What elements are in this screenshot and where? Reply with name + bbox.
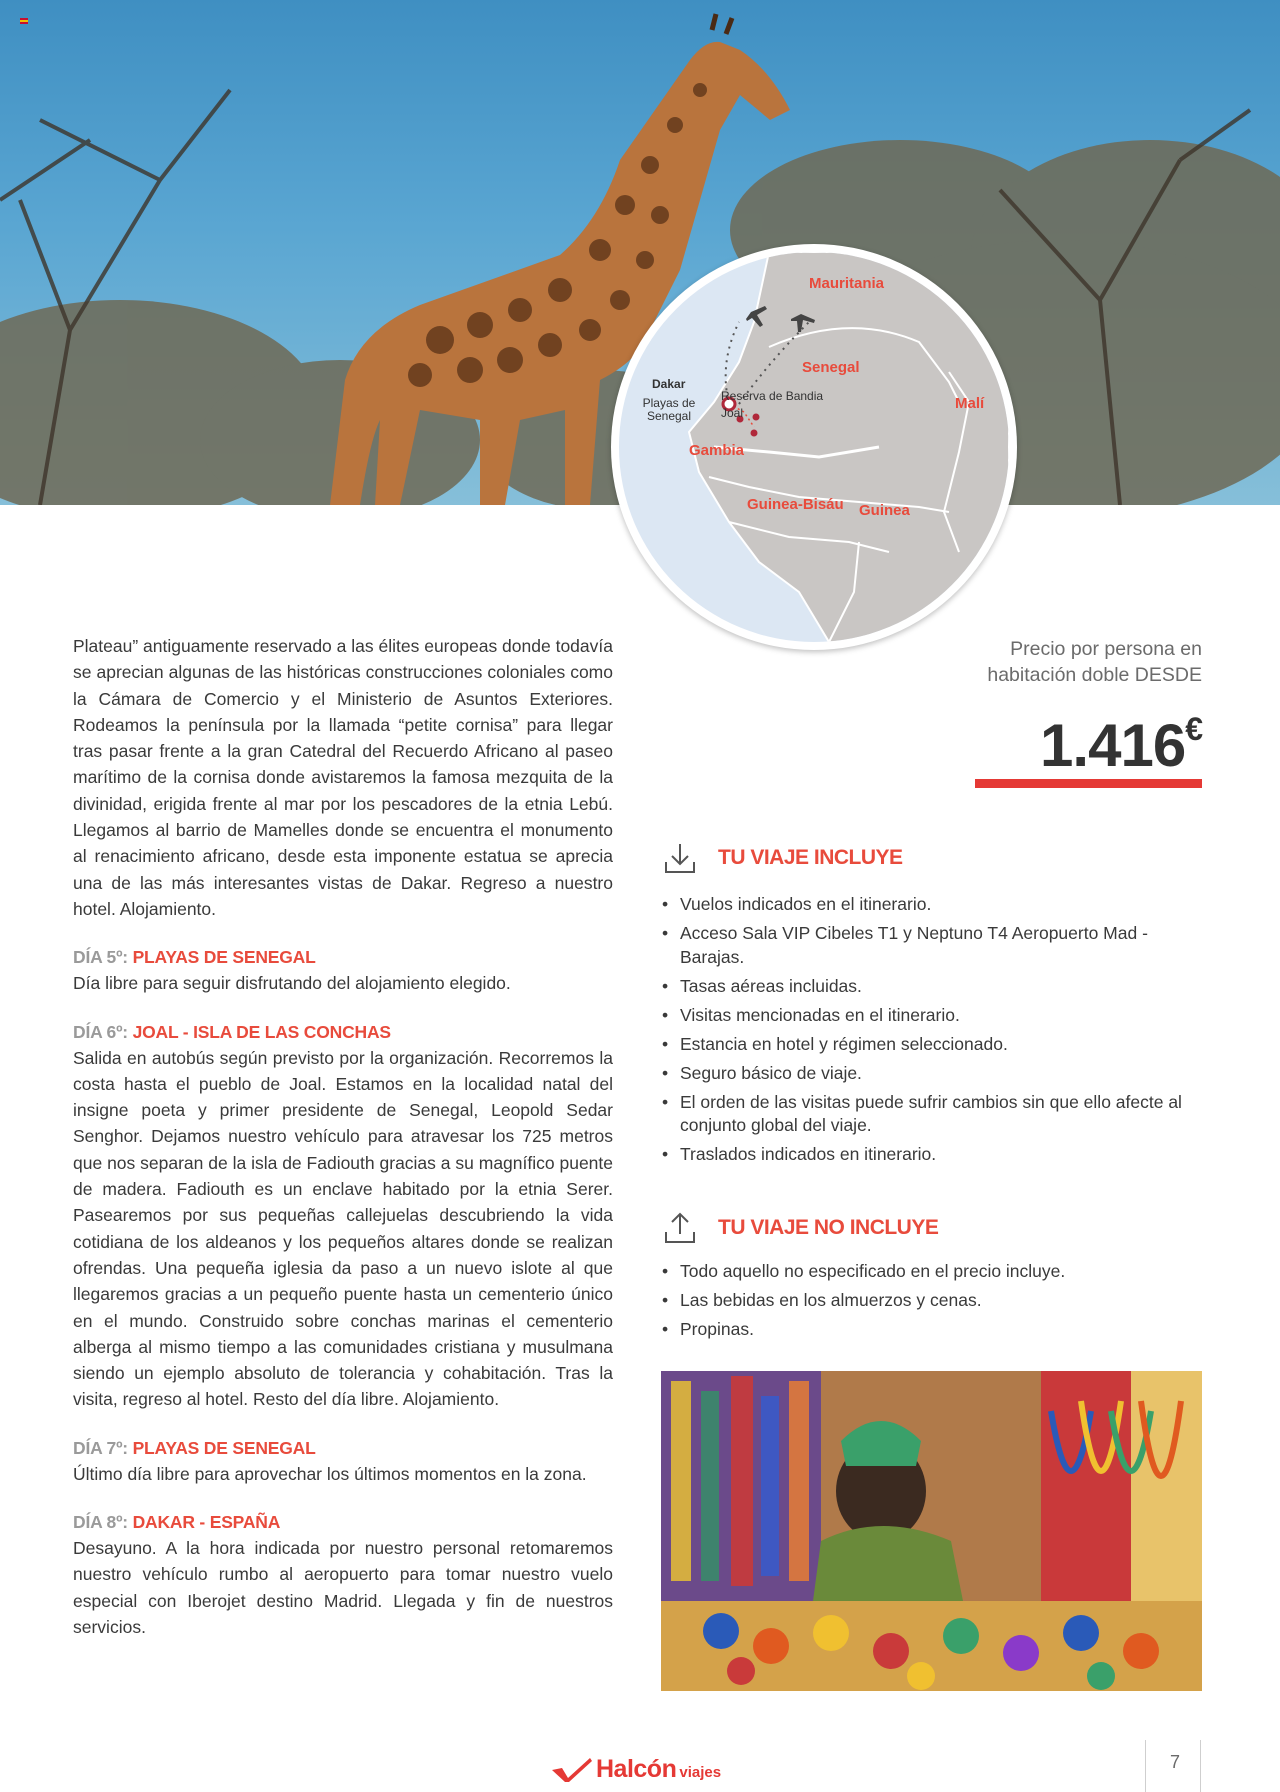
price-caption — [942, 636, 1202, 688]
price-caption-line2: habitación doble DESDE — [987, 664, 1202, 686]
includes-item: • Traslados indicados en itinerario. — [662, 1143, 1202, 1167]
price-value — [1040, 694, 1202, 781]
day-label: DÍA 8º: — [73, 1512, 128, 1533]
flag-icon — [20, 18, 28, 24]
map-city-bandia: Reserva de Bandia — [721, 389, 824, 403]
includes-item: • El orden de las visitas puede sufrir cambios sin que ello afecte al conjunto global del viaje. — [662, 1091, 1202, 1138]
halcon-logo — [552, 1755, 721, 1784]
day-text: Último día libre para aprovechar los últimos momentos en la zona. — [73, 1463, 587, 1484]
map-city-joal: Joal — [721, 406, 744, 420]
includes-title: TU VIAJE INCLUYE — [718, 846, 903, 869]
page-number: 7 — [1169, 1752, 1180, 1772]
map-label-mauritania: Mauritania — [809, 275, 885, 292]
includes-item: • Acceso Sala VIP Cibeles T1 y Neptuno T4 Aeropuerto Mad - Barajas. — [662, 922, 1202, 969]
market-photo — [661, 1371, 1202, 1691]
includes-header — [662, 840, 903, 876]
map-label-guinea: Guinea — [859, 502, 910, 519]
day-8 — [73, 1509, 613, 1640]
day-label: DÍA 5º: — [73, 947, 128, 968]
halcon-bird-icon — [552, 1758, 592, 1782]
includes-item: • Tasas aéreas incluidas. — [662, 975, 1202, 999]
market-illustration — [661, 1371, 1202, 1691]
price-amount: 1.416 — [1040, 712, 1186, 779]
includes-list — [662, 893, 1202, 1172]
map-label-senegal: Senegal — [802, 359, 860, 376]
map-label-gambia: Gambia — [689, 442, 745, 459]
route-map — [611, 244, 1017, 650]
excludes-header — [662, 1210, 938, 1246]
map-shapes — [619, 252, 1009, 642]
price-underline — [975, 779, 1202, 788]
includes-item: • Estancia en hotel y régimen seleccionado. — [662, 1033, 1202, 1057]
page-divider — [1200, 1740, 1201, 1792]
day-label: DÍA 7º: — [73, 1437, 128, 1458]
excludes-list — [662, 1260, 1202, 1347]
map-label-guinea-bissau: Guinea-Bisáu — [747, 496, 844, 513]
day-text: Día libre para seguir disfrutando del alojamiento elegido. — [73, 973, 511, 994]
day-title: PLAYAS DE SENEGAL — [132, 1437, 316, 1458]
itinerary-column — [73, 633, 613, 1640]
map-city-playas: Playas de Senegal — [642, 396, 696, 423]
day-title: JOAL - ISLA DE LAS CONCHAS — [132, 1021, 391, 1042]
day-7 — [73, 1435, 613, 1487]
logo-brand: Halcón — [596, 1755, 677, 1783]
excludes-title: TU VIAJE NO INCLUYE — [718, 1216, 939, 1239]
includes-item: • Seguro básico de viaje. — [662, 1062, 1202, 1086]
includes-item: • Visitas mencionadas en el itinerario. — [662, 1004, 1202, 1028]
day-title: PLAYAS DE SENEGAL — [132, 947, 316, 968]
day-label: DÍA 6º: — [73, 1021, 128, 1042]
upload-icon — [662, 1210, 698, 1246]
day-text: Salida en autobús según previsto por la organización. Recorremos la costa hasta el pueblo de Joal. Estamos en la localidad natal del insigne poeta y primer presidente de Senegal, Leopold Sedar Senghor. Dejamos nuestro vehículo para atravesar los 725 metros que nos separan de la isla de Fadiouth gracias a su magnífico puente de madera. Fadiouth es un enclave habitado por la etnia Serer. Pasearemos por sus pequeñas callejuelas descubriendo la vida cotidiana de los aldeanos y los pequeños altares donde se realizan ofrendas. Una pequeña iglesia da paso a un nuevo islote al que llegaremos gracias a un pequeño puente hasta un cementerio único en el mundo. Construido sobre conchas marinas el cementerio alberga al mismo tiempo a las comunidades cristiana y musulmana siendo un ejemplo absoluto de tolerancia y cohabitación. Tras la visita, regreso al hotel. Resto del día libre. Alojamiento. — [73, 1047, 613, 1410]
day-5 — [73, 944, 613, 996]
excludes-item: • Todo aquello no especificado en el precio incluye. — [662, 1260, 1202, 1284]
day-title: DAKAR - ESPAÑA — [132, 1512, 281, 1533]
excludes-item: • Propinas. — [662, 1318, 1202, 1342]
page-divider — [1145, 1740, 1146, 1792]
itinerary-intro: Plateau” antiguamente reservado a las élites europeas donde todavía se aprecian algunas de las históricas construcciones coloniales como la Cámara de Comercio y el Ministerio de Asuntos Exteriores. Rodeamos la península por la llamada “petite cornisa” para llegar tras pasar frente a la gran Catedral del Recuerdo Africano al paseo marítimo de la cornisa donde avistaremos la famosa mezquita de la divinidad, erigida frente al mar por los pescadores de la etnia Lebú. Llegamos al barrio de Mamelles donde se encuentra el monumento al renacimiento africano, desde esta imponente estatua se aprecia una de las más interesantes vistas de Dakar. Regreso a nuestro hotel. Alojamiento. — [73, 636, 613, 919]
map-label-mali: Malí — [955, 395, 985, 412]
download-icon — [662, 840, 698, 876]
excludes-item: • Las bebidas en los almuerzos y cenas. — [662, 1289, 1202, 1313]
price-currency: € — [1185, 711, 1202, 747]
logo-sub: viajes — [679, 1764, 722, 1781]
map-city-dakar: Dakar — [652, 377, 686, 391]
price-caption-line1: Precio por persona en — [1010, 638, 1202, 660]
includes-item: • Vuelos indicados en el itinerario. — [662, 893, 1202, 917]
day-6 — [73, 1019, 613, 1413]
day-text: Desayuno. A la hora indicada por nuestro personal retomaremos nuestro vehículo rumbo al aeropuerto para tomar nuestro vuelo especial con Iberojet destino Madrid. Llegada y fin de nuestros servicios. — [73, 1538, 613, 1637]
